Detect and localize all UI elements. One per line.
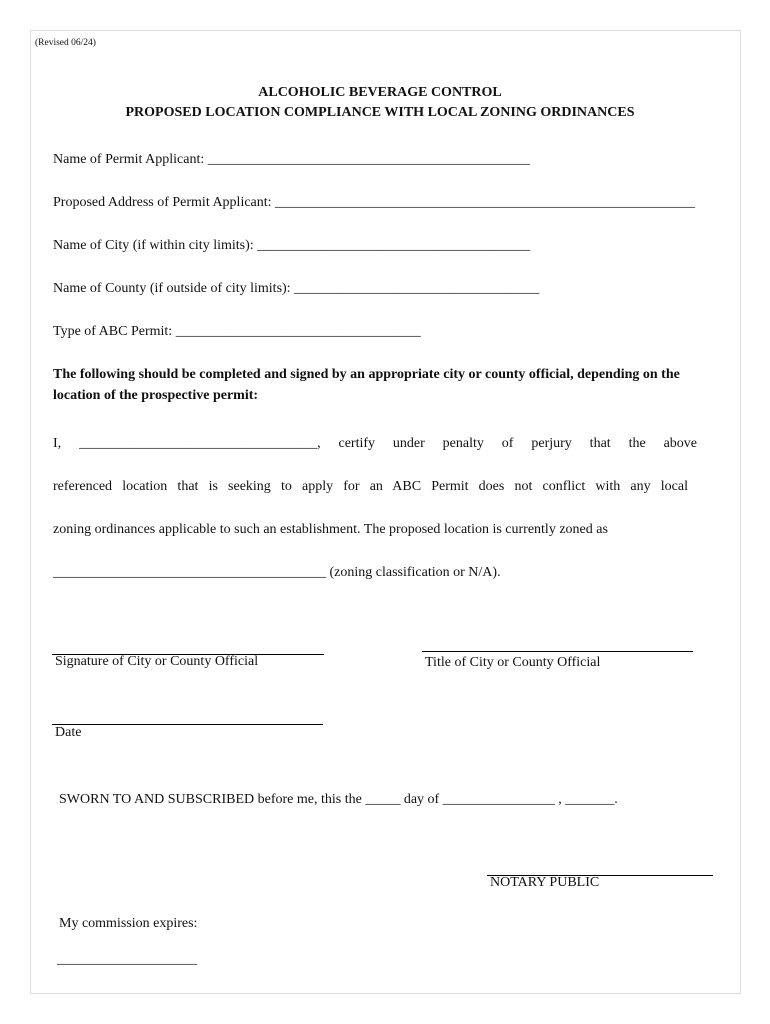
sworn-comma: , <box>558 792 562 807</box>
proposed-address-label: Proposed Address of Permit Applicant: <box>53 195 272 210</box>
certification-text-1: , certify under penalty of perjury that the above <box>317 436 698 451</box>
official-title-line[interactable] <box>422 651 693 652</box>
permit-applicant-name-row <box>53 152 530 168</box>
certification-text-2: referenced location that is seeking to apply for an ABC Permit does not conflict with any local <box>53 479 688 494</box>
sworn-year-blank[interactable]: _______ <box>565 792 615 807</box>
official-signature-label: Signature of City or County Official <box>55 654 259 669</box>
sworn-day-blank[interactable]: _____ <box>365 792 401 807</box>
form-title-line-2: PROPOSED LOCATION COMPLIANCE WITH LOCAL ZONING ORDINANCES <box>125 105 635 120</box>
permit-applicant-name-blank[interactable]: ______________________________________________ <box>207 152 530 167</box>
zoning-classification-text: (zoning classification or N/A). <box>329 565 501 580</box>
abc-permit-type-label: Type of ABC Permit: <box>53 324 173 339</box>
form-title-line-1: ALCOHOLIC BEVERAGE CONTROL <box>258 85 502 100</box>
official-instructions: The following should be completed and signed by an appropriate city or county official, depending on the location of the prospective permit: <box>53 367 680 403</box>
certification-prefix: I, <box>53 436 62 451</box>
abc-permit-type-row <box>53 324 421 340</box>
sworn-period: . <box>614 792 618 807</box>
county-name-blank[interactable]: ___________________________________ <box>294 281 540 296</box>
city-name-label: Name of City (if within city limits): <box>53 238 254 253</box>
county-name-row <box>53 281 539 297</box>
abc-permit-type-blank[interactable]: ___________________________________ <box>175 324 421 339</box>
sworn-month-blank[interactable]: ________________ <box>442 792 555 807</box>
revision-note: (Revised 06/24) <box>35 38 96 48</box>
commission-expires-label: My commission expires: <box>59 916 198 931</box>
zoning-classification-blank[interactable]: _______________________________________ <box>53 565 326 580</box>
proposed-address-row <box>53 195 695 211</box>
permit-applicant-name-label: Name of Permit Applicant: <box>53 152 205 167</box>
sworn-text: SWORN TO AND SUBSCRIBED before me, this the <box>59 792 362 807</box>
official-name-blank[interactable]: __________________________________ <box>79 436 318 451</box>
sworn-statement <box>59 792 618 808</box>
city-name-row <box>53 238 530 254</box>
county-name-label: Name of County (if outside of city limits): <box>53 281 291 296</box>
city-name-blank[interactable]: _______________________________________ <box>257 238 531 253</box>
commission-expires-blank[interactable]: ____________________ <box>57 952 197 967</box>
official-title-label: Title of City or County Official <box>425 655 601 670</box>
certification-line-4 <box>53 565 501 581</box>
certification-text-3: zoning ordinances applicable to such an establishment. The proposed location is currently zoned as <box>53 522 608 537</box>
date-label: Date <box>55 725 82 740</box>
certification-line-2 <box>53 479 688 495</box>
certification-line-1 <box>53 436 697 452</box>
certification-line-3 <box>53 522 608 538</box>
page-frame <box>30 30 741 994</box>
proposed-address-blank[interactable]: ____________________________________________________________ <box>275 195 696 210</box>
sworn-day-of-text: day of <box>403 792 440 807</box>
notary-public-label: NOTARY PUBLIC <box>490 875 600 890</box>
date-line[interactable] <box>52 724 323 725</box>
